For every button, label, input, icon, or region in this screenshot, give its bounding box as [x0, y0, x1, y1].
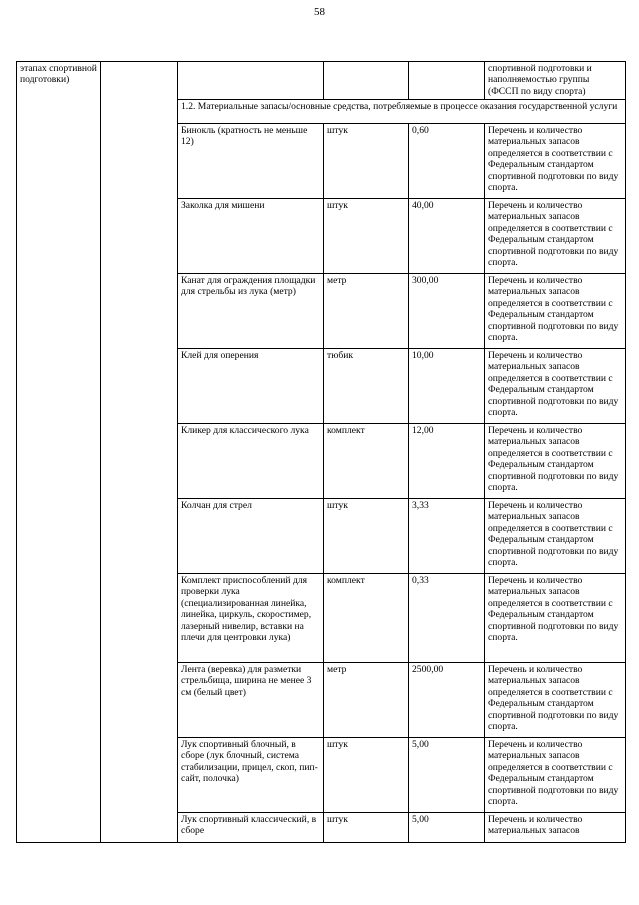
item-name: Колчан для стрел	[178, 499, 324, 574]
item-unit: комплект	[324, 574, 409, 663]
resources-table	[16, 61, 626, 843]
item-name: Бинокль (кратность не меньше 12)	[178, 124, 324, 199]
empty-cell	[409, 62, 485, 100]
item-quantity: 300,00	[409, 274, 485, 349]
item-quantity: 5,00	[409, 738, 485, 813]
item-name: Канат для ограждения площадки для стрельбы из лука (метр)	[178, 274, 324, 349]
item-unit: метр	[324, 274, 409, 349]
item-unit: штук	[324, 499, 409, 574]
item-name: Лук спортивный классический, в сборе	[178, 813, 324, 843]
item-note: Перечень и количество материальных запасов	[485, 813, 626, 843]
item-note: Перечень и количество материальных запасов определяется в соответствии с Федеральным стандартом спортивной подготовки по виду спорта.	[485, 349, 626, 424]
item-quantity: 3,33	[409, 499, 485, 574]
item-name: Комплект приспособлений для проверки лука (специализированная линейка, линейка, циркуль, скоростимер, лазерный нивелир, вставки на плечи для центровки лука)	[178, 574, 324, 663]
item-note: Перечень и количество материальных запасов определяется в соответствии с Федеральным стандартом спортивной подготовки по виду спорта.	[485, 199, 626, 274]
empty-cell	[324, 62, 409, 100]
item-unit: штук	[324, 124, 409, 199]
item-note: Перечень и количество материальных запасов определяется в соответствии с Федеральным стандартом спортивной подготовки по виду спорта.	[485, 663, 626, 738]
item-quantity: 0,33	[409, 574, 485, 663]
item-name: Лук спортивный блочный, в сборе (лук блочный, система стабилизации, прицел, скоп, пип-сайт, полочка)	[178, 738, 324, 813]
item-unit: штук	[324, 813, 409, 843]
item-note: Перечень и количество материальных запасов определяется в соответствии с Федеральным стандартом спортивной подготовки по виду спорта.	[485, 124, 626, 199]
item-note: Перечень и количество материальных запасов определяется в соответствии с Федеральным стандартом спортивной подготовки по виду спорта.	[485, 499, 626, 574]
item-note: Перечень и количество материальных запасов определяется в соответствии с Федеральным стандартом спортивной подготовки по виду спорта.	[485, 424, 626, 499]
item-name: Клей для оперения	[178, 349, 324, 424]
stage-cell: этапах спортивной подготовки)	[17, 62, 101, 843]
empty-cell	[178, 62, 324, 100]
item-quantity: 0,60	[409, 124, 485, 199]
item-name: Лента (веревка) для разметки стрельбища, ширина не менее 3 см (белый цвет)	[178, 663, 324, 738]
item-quantity: 40,00	[409, 199, 485, 274]
item-unit: комплект	[324, 424, 409, 499]
section-title: 1.2. Материальные запасы/основные средства, потребляемые в процессе оказания государственной услуги	[178, 100, 626, 124]
item-name: Заколка для мишени	[178, 199, 324, 274]
table-row	[17, 62, 626, 100]
item-note: Перечень и количество материальных запасов определяется в соответствии с Федеральным стандартом спортивной подготовки по виду спорта.	[485, 738, 626, 813]
item-note: Перечень и количество материальных запасов определяется в соответствии с Федеральным стандартом спортивной подготовки по виду спорта.	[485, 274, 626, 349]
item-name: Кликер для классического лука	[178, 424, 324, 499]
page-number: 58	[314, 6, 325, 18]
item-unit: штук	[324, 199, 409, 274]
note-cell: спортивной подготовки и наполняемостью группы (ФССП по виду спорта)	[485, 62, 626, 100]
item-unit: метр	[324, 663, 409, 738]
item-note: Перечень и количество материальных запасов определяется в соответствии с Федеральным стандартом спортивной подготовки по виду спорта.	[485, 574, 626, 663]
item-quantity: 10,00	[409, 349, 485, 424]
item-unit: штук	[324, 738, 409, 813]
item-unit: тюбик	[324, 349, 409, 424]
empty-cell	[101, 62, 178, 843]
item-quantity: 2500,00	[409, 663, 485, 738]
item-quantity: 12,00	[409, 424, 485, 499]
item-quantity: 5,00	[409, 813, 485, 843]
